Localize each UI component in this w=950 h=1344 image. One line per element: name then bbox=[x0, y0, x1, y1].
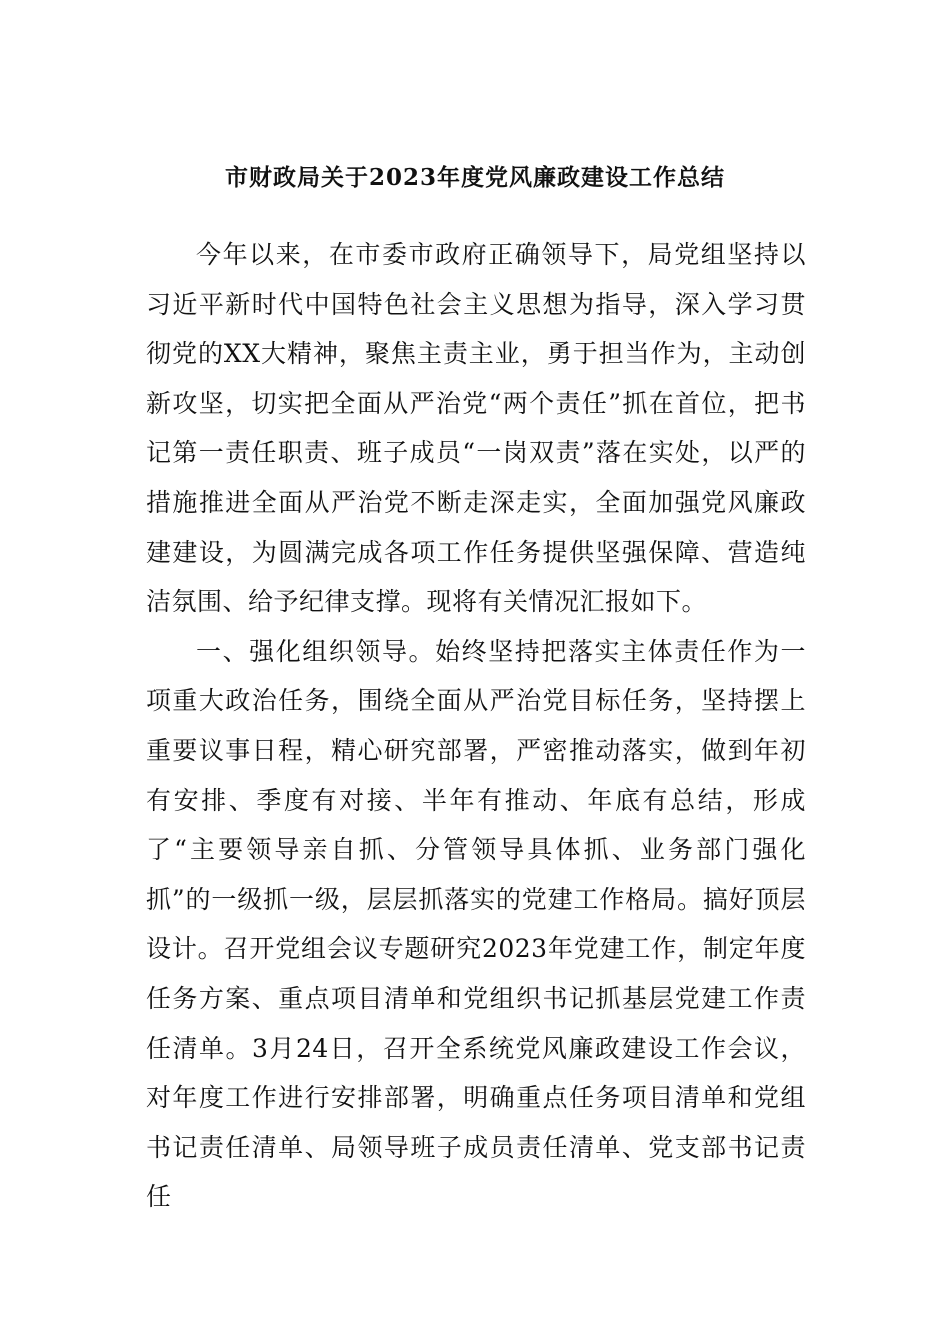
document-body bbox=[146, 230, 806, 1222]
intro-paragraph: 今年以来，在市委市政府正确领导下，局党组坚持以习近平新时代中国特色社会主义思想为指导，深入学习贯彻党的XX大精神，聚焦主责主业，勇于担当作为，主动创新攻坚，切实把全面从严治党“两个责任”抓在首位，把书记第一责任职责、班子成员“一岗双责”落在实处，以严的措施推进全面从严治党不断走深走实，全面加强党风廉政建建设，为圆满完成各项工作任务提供坚强保障、营造纯洁氛围、给予纪律支撑。现将有关情况汇报如下。 bbox=[146, 240, 806, 617]
document-title: 市财政局关于2023年度党风廉政建设工作总结 bbox=[224, 164, 725, 191]
section-one-paragraph: 一、强化组织领导。始终坚持把落实主体责任作为一项重大政治任务，围绕全面从严治党目标任务，坚持摆上重要议事日程，精心研究部署，严密推动落实，做到年初有安排、季度有对接、半年有推动、年底有总结，形成了“主要领导亲自抓、分管领导具体抓、业务部门强化抓”的一级抓一级，层层抓落实的党建工作格局。搞好顶层设计。召开党组会议专题研究2023年党建工作，制定年度任务方案、重点项目清单和党组织书记抓基层党建工作责任清单。3月24日，召开全系统党风廉政建设工作会议，对年度工作进行安排部署，明确重点任务项目清单和党组书记责任清单、局领导班子成员责任清单、党支部书记责任 bbox=[146, 636, 806, 1212]
